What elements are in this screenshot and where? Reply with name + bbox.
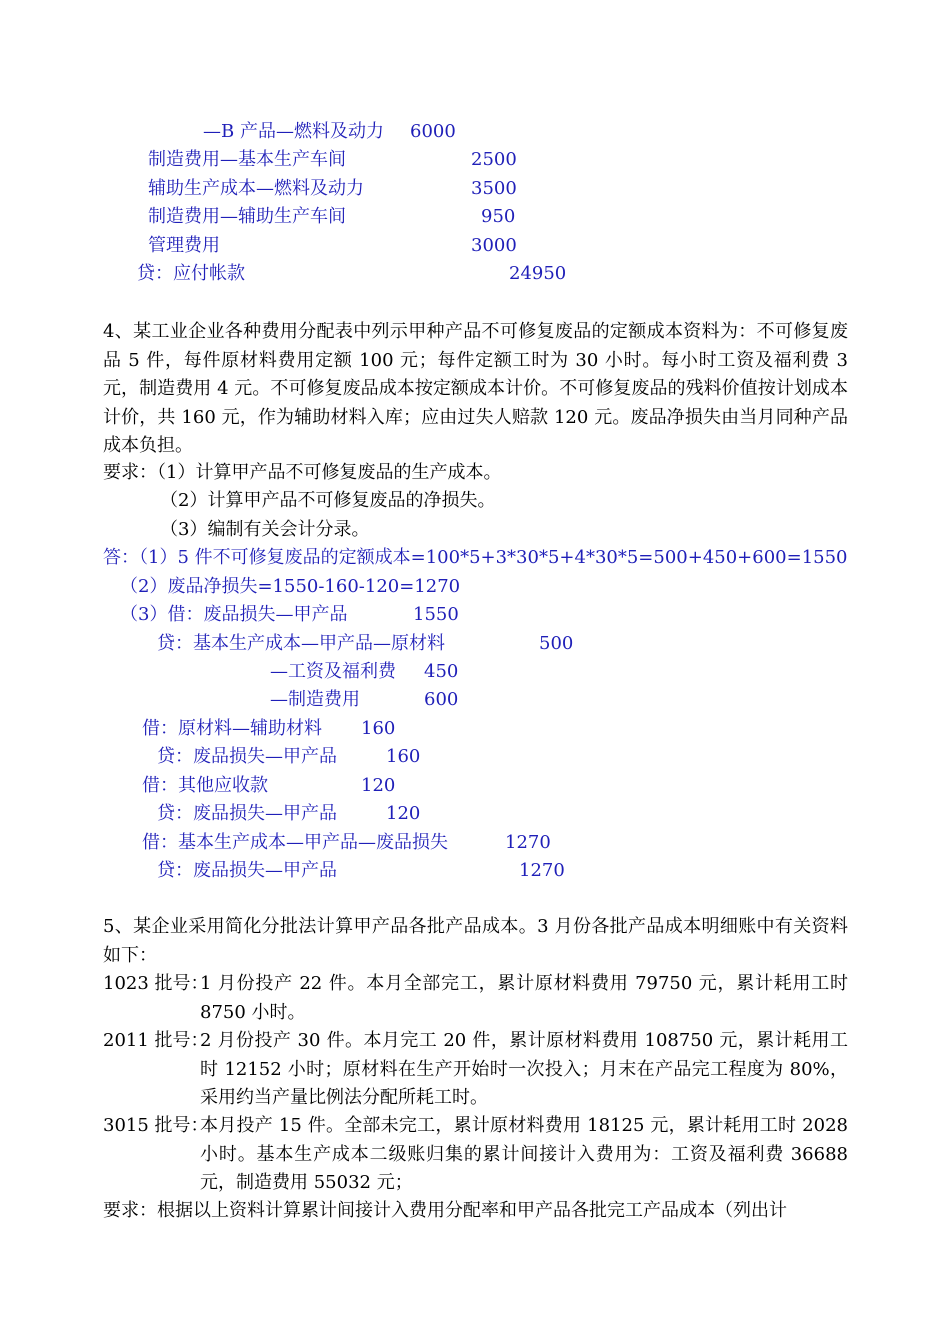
journal-entry-amount: 1270 — [519, 860, 565, 881]
entry-amount: 3500 — [471, 178, 517, 199]
batch-text: 本月投产 15 件。全部未完工，累计原材料费用 18125 元，累计耗用工时 2028 小时。基本生产成本二级账归集的累计间接计入费用为：工资及福利费 36688 元，制造费用 55032 元； — [200, 1115, 848, 1193]
journal-entry-amount: 120 — [386, 803, 421, 824]
entry-text: 辅助生产成本—燃料及动力 — [148, 178, 364, 199]
journal-entry-amount: 600 — [424, 689, 459, 710]
batch-label: 2011 批号： — [103, 1030, 209, 1051]
q5-intro: 5、某企业采用简化分批法计算甲产品各批产品成本。3 月份各批产品成本明细账中有关资料如下： — [103, 916, 848, 966]
journal-entry-amount: 1550 — [413, 604, 459, 625]
entry-amount: 950 — [481, 206, 516, 227]
journal-entry-text: 借：原材料—辅助材料 — [142, 718, 322, 739]
batch-text: 1 月份投产 22 件。本月全部完工，累计原材料费用 79750 元，累计耗用工时 8750 小时。 — [200, 973, 848, 1023]
entry-text: 制造费用—基本生产车间 — [148, 149, 346, 170]
journal-entry-text: 借：基本生产成本—甲产品—废品损失 — [142, 832, 448, 853]
journal-entry-amount: 450 — [424, 661, 459, 682]
batch-label: 1023 批号： — [103, 973, 209, 994]
entry-text: 管理费用 — [148, 235, 220, 256]
entry-amount: 3000 — [471, 235, 517, 256]
entry-text: 制造费用—辅助生产车间 — [148, 206, 346, 227]
answer-1: 答：（1）5 件不可修复废品的定额成本=100*5+3*30*5+4*30*5=500+450+600=1550 — [103, 547, 848, 568]
answer-2: （2）废品净损失=1550-160-120=1270 — [120, 576, 461, 597]
q4-requirement-3: （3）编制有关会计分录。 — [160, 519, 370, 540]
q4-requirement-2: （2）计算甲产品不可修复废品的净损失。 — [160, 490, 496, 511]
journal-entry-text: 贷：基本生产成本—甲产品—原材料 — [157, 633, 445, 654]
batch-label: 3015 批号： — [103, 1115, 209, 1136]
journal-entry-amount: 160 — [361, 718, 396, 739]
batch-1023 — [103, 970, 848, 1027]
q4-requirement-1: 要求：（1）计算甲产品不可修复废品的生产成本。 — [103, 462, 502, 483]
entry-amount: 2500 — [471, 149, 517, 170]
journal-entry-text: —工资及福利费 — [270, 661, 396, 682]
batch-3015 — [103, 1112, 848, 1198]
journal-entry-text: （3）借：废品损失—甲产品 — [120, 604, 348, 625]
entry-amount: 6000 — [410, 121, 456, 142]
entry-text: —B 产品—燃料及动力 — [203, 121, 384, 142]
batch-text: 2 月份投产 30 件。本月完工 20 件，累计原材料费用 108750 元，累计耗用工时 12152 小时；原材料在生产开始时一次投入；月末在产品完工程度为 80%，采用约当产量比例法分配所耗工时。 — [200, 1030, 848, 1108]
journal-entry-text: —制造费用 — [270, 689, 360, 710]
journal-entry-amount: 120 — [361, 775, 396, 796]
journal-entry-amount: 160 — [386, 746, 421, 767]
entry-text: 贷：应付帐款 — [137, 263, 245, 284]
journal-entry-text: 贷：废品损失—甲产品 — [157, 860, 337, 881]
journal-entry-text: 贷：废品损失—甲产品 — [157, 803, 337, 824]
batch-2011 — [103, 1027, 848, 1113]
entry-amount: 24950 — [509, 263, 567, 284]
journal-entry-amount: 500 — [539, 633, 574, 654]
q5-requirement: 要求：根据以上资料计算累计间接计入费用分配率和甲产品各批完工产品成本（列出计 — [103, 1200, 787, 1221]
q4-body: 4、某工业企业各种费用分配表中列示甲种产品不可修复废品的定额成本资料为：不可修复废品 5 件，每件原材料费用定额 100 元；每件定额工时为 30 小时。每小时工资及福利费 3 元，制造费用 4 元。不可修复废品成本按定额成本计价。不可修复废品的残料价值按计划成本计价，共 160 元，作为辅助材料入库；应由过失人赔款 120 元。废品净损失由当月同种产品成本负担。 — [103, 321, 848, 456]
journal-entry-amount: 1270 — [505, 832, 551, 853]
journal-entry-text: 贷：废品损失—甲产品 — [157, 746, 337, 767]
journal-entry-text: 借：其他应收款 — [142, 775, 268, 796]
